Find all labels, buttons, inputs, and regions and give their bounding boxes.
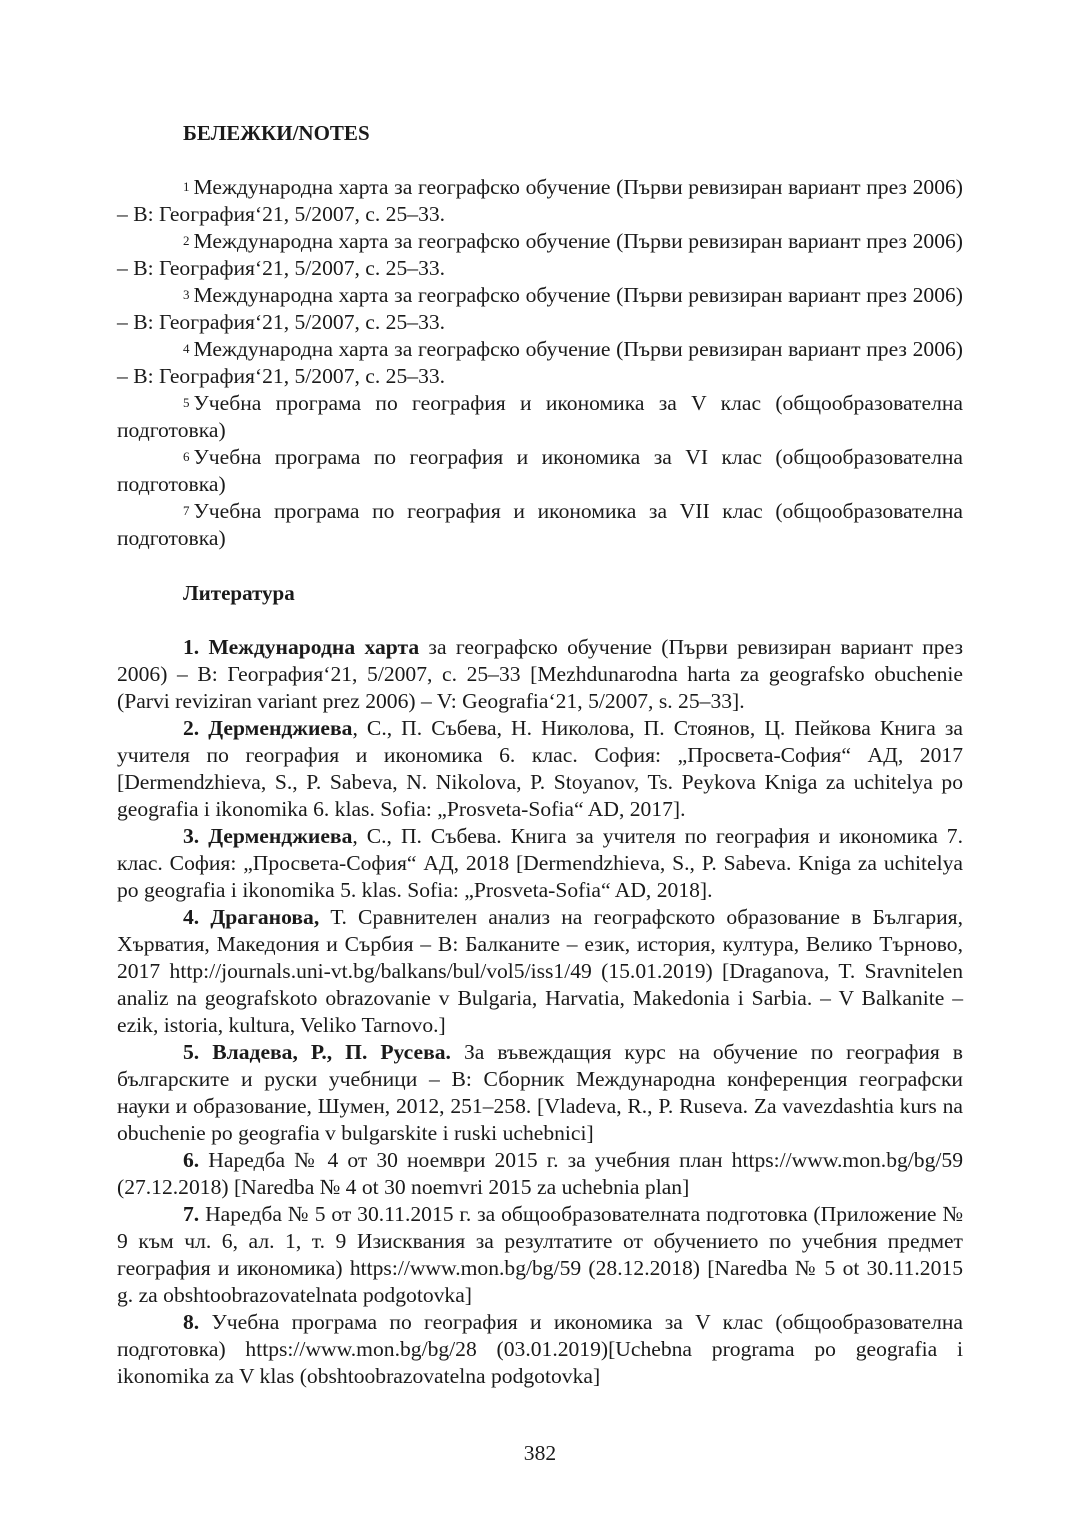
literature-heading: Литература — [183, 581, 295, 605]
reference-item — [117, 1147, 963, 1201]
reference-number: 8. — [183, 1310, 200, 1334]
note-number: 5 — [183, 395, 190, 410]
reference-text: Т. Сравнителен анализ на географското образование в България, Хърватия, Македония и Сърбия – В: Балканите – език, история, култура, Велико Търново, 2017 http://journals.uni-vt.bg/balkans/bul/vol5/iss1/49 (15.01.2019) [Draganova, T. Sravnitelen analiz na geografskoto obrazovanie v Bulgaria, Harvatia, Makedonia i Sarbia. – V Balkanite – ezik, istoria, kultura, Veliko Tarnovo.] — [117, 905, 963, 1037]
reference-item — [117, 823, 963, 904]
note-text: Международна харта за географско обучение (Първи ревизиран вариант през 2006) – В: География‘21, 5/2007, с. 25–33. — [117, 283, 963, 334]
reference-text: , С., П. Събева. Книга за учителя по география и икономика 7. клас. София: „Просвета-София“ АД, 2018 [Dermendzhieva, S., P. Sabeva. Kniga za uchitelya po geografia i ikonomika 5. klas. Sofia: „Prosveta-Sofia“ AD, 2018]. — [117, 824, 963, 902]
note-text: Учебна програма по география и икономика за VI клас (общообразователна подготовка) — [117, 445, 963, 496]
reference-text: За въвеждащия курс на обучение по география в българските и руски учебници – В: Сборник Международна конференция географски науки и образование, Шумен, 2012, 251–258. [Vladeva, R., P. Ruseva. Za vavezdashtia kurs na obuchenie po geografia v bulgarskite i ruski uchebnici] — [117, 1040, 963, 1145]
note-item — [117, 444, 963, 498]
note-number: 3 — [183, 287, 190, 302]
reference-number: 3. — [183, 824, 200, 848]
note-text: Международна харта за географско обучение (Първи ревизиран вариант през 2006) – В: География‘21, 5/2007, с. 25–33. — [117, 337, 963, 388]
reference-text: , С., П. Събева, Н. Николова, П. Стоянов, Ц. Пейкова Книга за учителя по география и икономика 6. клас. София: „Просвета-София“ АД, 2017 [Dermendzhieva, S., P. Sabeva, N. Nikolova, P. Stoyanov, Ts. Peykova Kniga za uchitelya po geografia i ikonomika 6. klas. Sofia: „Prosveta-Sofia“ AD, 2017]. — [117, 716, 963, 821]
reference-text: Наредба № 5 от 30.11.2015 г. за общообразователната подготовка (Приложение № 9 към чл. 6, ал. 1, т. 9 Изисквания за резултатите от обучението по учебния предмет география и икономика) https://www.mon.bg/bg/59 (28.12.2018) [Naredba № 5 ot 30.11.2015 g. za obshtoobrazovatelnata podgotovka] — [117, 1202, 963, 1307]
reference-author: Международна харта — [208, 635, 420, 659]
reference-text: за географско обучение (Първи ревизиран вариант през 2006) – В: География‘21, 5/2007, с. 25–33 [Mezhdunarodna harta za geografsko obuchenie (Parvi reviziran variant prez 2006) – V: Geografia‘21, 5/2007, s. 25–33]. — [117, 635, 963, 713]
reference-text: Учебна програма по география и икономика за V клас (общообразователна подготовка) https://www.mon.bg/bg/28 (03.01.2019)[Uchebna programa po geografia i ikonomika za V klas (obshtoobrazovatelna podgotovka] — [117, 1310, 963, 1388]
notes-list — [117, 174, 963, 552]
reference-number: 7. — [183, 1202, 200, 1226]
note-number: 4 — [183, 341, 190, 356]
note-item — [117, 498, 963, 552]
reference-item — [117, 634, 963, 715]
note-number: 1 — [183, 179, 190, 194]
reference-item — [117, 1201, 963, 1309]
reference-number: 1. — [183, 635, 200, 659]
note-text: Международна харта за географско обучение (Първи ревизиран вариант през 2006) – В: География‘21, 5/2007, с. 25–33. — [117, 175, 963, 226]
note-text: Учебна програма по география и икономика за V клас (общообразователна подготовка) — [117, 391, 963, 442]
references-list — [117, 634, 963, 1390]
reference-number: 5. — [183, 1040, 200, 1064]
note-item — [117, 174, 963, 228]
reference-item — [117, 904, 963, 1039]
note-number: 6 — [183, 449, 190, 464]
reference-text: Наредба № 4 от 30 ноември 2015 г. за учебния план https://www.mon.bg/bg/59 (27.12.2018) [Naredba № 4 ot 30 noemvri 2015 za uchebnia plan] — [117, 1148, 963, 1199]
note-number: 7 — [183, 503, 190, 518]
reference-author: Дерменджиева — [208, 716, 353, 740]
notes-heading: БЕЛЕЖКИ/NOTES — [183, 121, 370, 145]
reference-number: 2. — [183, 716, 200, 740]
note-item — [117, 336, 963, 390]
note-text: Международна харта за географско обучение (Първи ревизиран вариант през 2006) – В: География‘21, 5/2007, с. 25–33. — [117, 229, 963, 280]
note-item — [117, 390, 963, 444]
page-number: 382 — [523, 1441, 557, 1465]
reference-item — [117, 1309, 963, 1390]
note-number: 2 — [183, 233, 190, 248]
reference-author: Владева, Р., П. Русева. — [212, 1040, 451, 1064]
reference-item — [117, 715, 963, 823]
reference-number: 6. — [183, 1148, 200, 1172]
note-item — [117, 282, 963, 336]
note-item — [117, 228, 963, 282]
reference-author: Дерменджиева — [208, 824, 353, 848]
reference-item — [117, 1039, 963, 1147]
note-text: Учебна програма по география и икономика за VII клас (общообразователна подготовка) — [117, 499, 963, 550]
reference-author: Драганова, — [210, 905, 320, 929]
reference-number: 4. — [183, 905, 200, 929]
